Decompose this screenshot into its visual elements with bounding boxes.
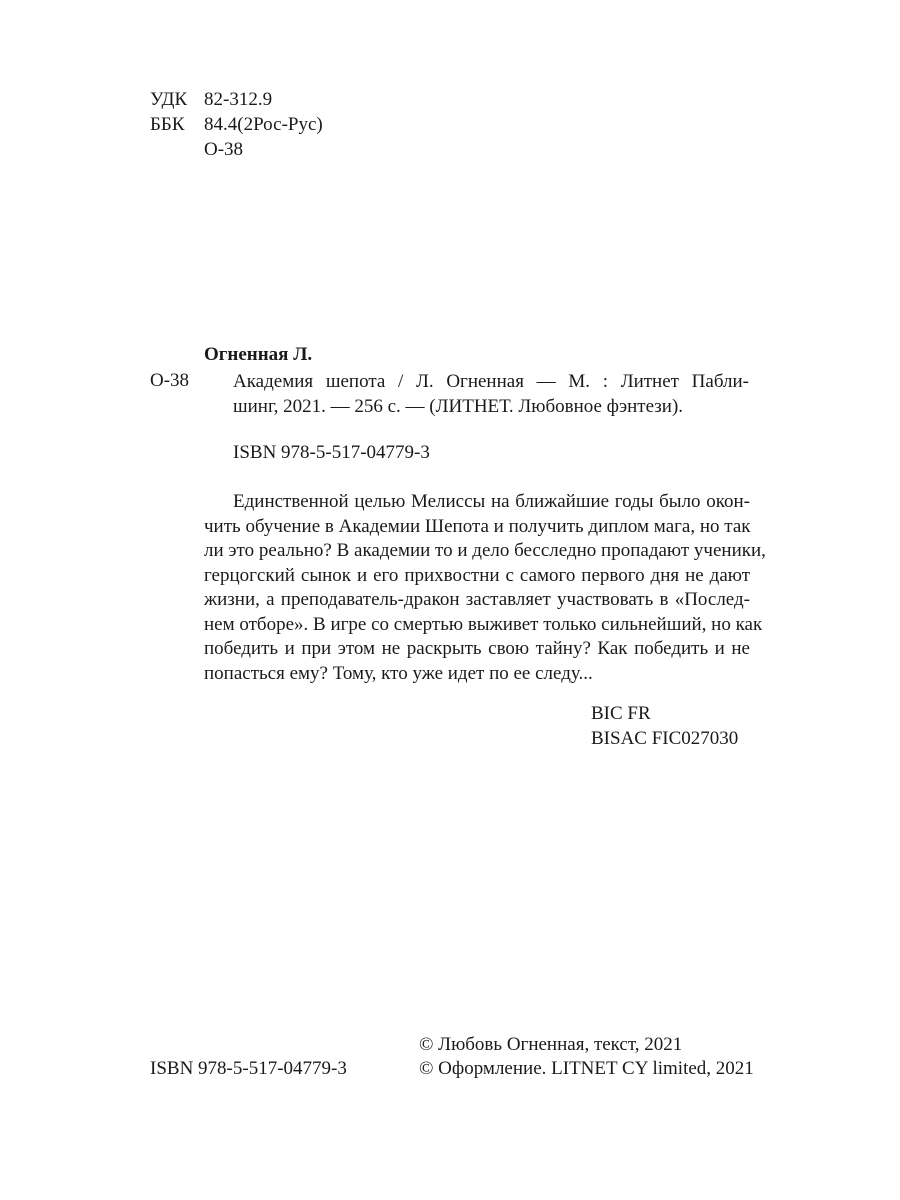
udk-label: УДК — [150, 89, 188, 110]
annotation-line: попасться ему? Тому, кто уже идет по ее следу... — [204, 662, 593, 684]
bbk-value: 84.4(2Рос-Рус) — [204, 114, 323, 135]
annotation — [204, 490, 766, 686]
author-name: Огненная Л. — [204, 344, 313, 365]
annotation-line: Единственной целью Мелиссы на ближайшие годы было окон- — [233, 491, 750, 512]
bib-line: Академия шепота / Л. Огненная — М. : Литнет Пабли- — [233, 371, 749, 392]
bic-code: BIC FR — [591, 703, 651, 724]
bib-line: шинг, 2021. — 256 с. — (ЛИТНЕТ. Любовное фэнтези). — [233, 396, 684, 417]
annotation-line: нем отборе». В игре со смертью выживет только сильнейший, но как — [204, 613, 763, 635]
copyright-design: © Оформление. LITNET CY limited, 2021 — [419, 1058, 754, 1079]
bibliographic-description — [233, 369, 749, 419]
annotation-line: жизни, а преподаватель-дракон заставляет участвовать в «Послед- — [204, 589, 750, 610]
annotation-line: герцогский сынок и его прихвостни с самого первого дня не дают — [204, 564, 750, 586]
udk-value: 82-312.9 — [204, 89, 273, 110]
bbk-label: ББК — [150, 114, 185, 135]
catalog-isbn: ISBN 978-5-517-04779-3 — [233, 442, 430, 463]
annotation-line: чить обучение в Академии Шепота и получить диплом мага, но так — [204, 515, 751, 537]
annotation-line: ли это реально? В академии то и дело бесследно пропадают ученики, — [204, 540, 766, 561]
copyright-text: © Любовь Огненная, текст, 2021 — [419, 1034, 683, 1055]
annotation-line: победить и при этом не раскрыть свою тайну? Как победить и не — [204, 638, 750, 659]
footer-isbn: ISBN 978-5-517-04779-3 — [150, 1058, 347, 1079]
author-mark: О-38 — [204, 139, 244, 160]
bisac-code: BISAC FIC027030 — [591, 728, 739, 749]
catalog-code: О-38 — [150, 370, 190, 391]
